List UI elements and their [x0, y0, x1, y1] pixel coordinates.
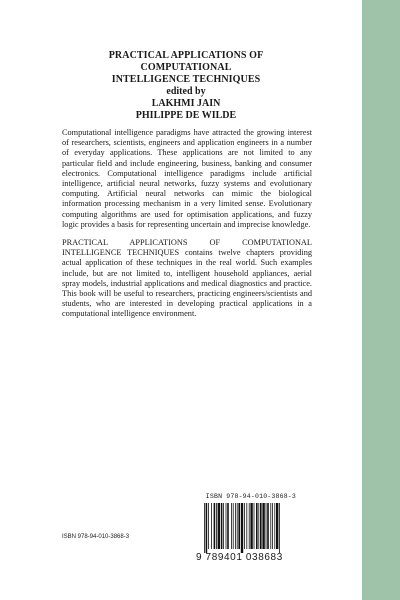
barcode-bar [276, 503, 278, 549]
barcode-bar [211, 503, 212, 549]
barcode-bar [221, 503, 223, 549]
barcode-digits: 9 789401 038683 [196, 552, 283, 563]
barcode-bar [256, 503, 258, 549]
barcode-bar [206, 503, 208, 553]
cover-header [70, 50, 302, 122]
barcode-bar [233, 503, 234, 549]
barcode-isbn-label: ISBN 978-94-010-3868-3 [205, 493, 296, 500]
barcode-bar [258, 503, 259, 549]
barcode-bar [218, 503, 220, 549]
barcode-bar [231, 503, 232, 549]
barcode-bar [237, 503, 238, 549]
blurb-paragraph-1: Computational intelligence paradigms have attracted the growing interest of researchers, scientists, engineers and application engineers in a number of everyday applications. These applications are not limited to any particular field and include engineering, business, banking and consumer electronics. Computational intelligence paradigms include artificial intelligence, artificial neural networks, fuzzy systems and evolutionary computing. Artificial neural networks can mimic the biological information processing mechanism in a very limited sense. Evolutionary computing algorithms are used for optimisation applications, and fuzzy logic provides a basis for representing uncertain and imprecise knowledge. [62, 128, 312, 229]
barcode-bar [204, 503, 205, 553]
barcode-bar [274, 503, 275, 549]
barcode-bar [235, 503, 236, 549]
barcode-bar [249, 503, 250, 549]
barcode-block [196, 493, 298, 569]
barcode-bar [208, 503, 209, 549]
editor-name-2: PHILIPPE DE WILDE [135, 110, 237, 121]
barcode-bar [266, 503, 267, 549]
isbn-bottom-left: ISBN 978-94-010-3868-3 [62, 534, 130, 540]
barcode-bar [262, 503, 264, 549]
barcode-bar [260, 503, 262, 549]
barcode-bars [196, 503, 298, 553]
blurb-paragraph-2: PRACTICAL APPLICATIONS OF COMPUTATIONAL INTELLIGENCE TECHNIQUES contains twelve chapters providing actual application of these techniques in the real world. Such examples include, but are not limited to, intelligent household appliances, aerial spray models, industrial applications and medical diagnostics and practice. This book will be useful to researchers, practicing engineers/scientists and students, who are interested in developing practical applications in a computational intelligence environment. [62, 238, 312, 319]
barcode-bar [227, 503, 229, 549]
spine-color-strip [362, 0, 400, 600]
book-title-line-1: PRACTICAL APPLICATIONS OF COMPUTATIONAL [108, 50, 264, 73]
book-title-line-2: INTELLIGENCE TECHNIQUES [111, 74, 261, 85]
barcode-bar [216, 503, 217, 549]
barcode-bar [246, 503, 247, 549]
barcode-bar [250, 503, 252, 549]
barcode-bar [270, 503, 271, 549]
barcode-bar [244, 503, 245, 549]
blurb [62, 128, 312, 328]
barcode-bar [223, 503, 224, 549]
barcode-bar [214, 503, 216, 549]
barcode-bar [267, 503, 269, 549]
editor-name-1: LAKHMI JAIN [151, 98, 221, 109]
barcode-bar [241, 503, 243, 553]
barcode-bar [226, 503, 227, 549]
barcode-bar [238, 503, 240, 549]
barcode-bar [272, 503, 273, 549]
barcode-bar [254, 503, 255, 549]
barcode-bar [279, 503, 280, 553]
edited-by-label: edited by [166, 86, 206, 97]
